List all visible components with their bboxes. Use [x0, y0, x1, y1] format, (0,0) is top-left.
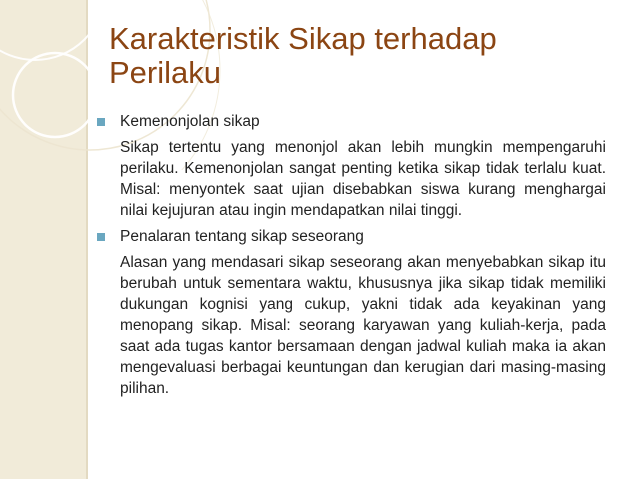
bullet-item-kemenonjolan [96, 112, 606, 131]
bullet-square-icon [97, 118, 105, 126]
bullet-heading: Penalaran tentang sikap seseorang [120, 228, 364, 245]
slide-content [96, 112, 606, 405]
slide-title: Karakteristik Sikap terhadap Perilaku [109, 21, 497, 90]
bullet-item-penalaran [96, 227, 606, 246]
bullet-paragraph: Sikap tertentu yang menonjol akan lebih mungkin mempengaruhi perilaku. Kemenonjolan sangat penting ketika sikap tidak terlalu kuat. Misal: menyontek saat ujian disebabkan siswa kurang menghargai nilai kejujuran atau ingin mendapatkan nilai tinggi. [120, 139, 606, 219]
bullet-square-icon [97, 233, 105, 241]
bullet-paragraph: Alasan yang mendasari sikap seseorang akan menyebabkan sikap itu berubah untuk sementara waktu, khususnya jika sikap tidak memiliki dukungan kognisi yang cukup, yakni tidak ada keyakinan yang menopang sikap. Misal: seorang karyawan yang kuliah-kerja, pada saat ada tugas kantor bersamaan dengan jadwal kuliah maka ia akan mengevaluasi berbagai keuntungan dan kerugian dari masing-masing pilihan. [120, 254, 606, 397]
bullet-heading: Kemenonjolan sikap [120, 113, 260, 130]
